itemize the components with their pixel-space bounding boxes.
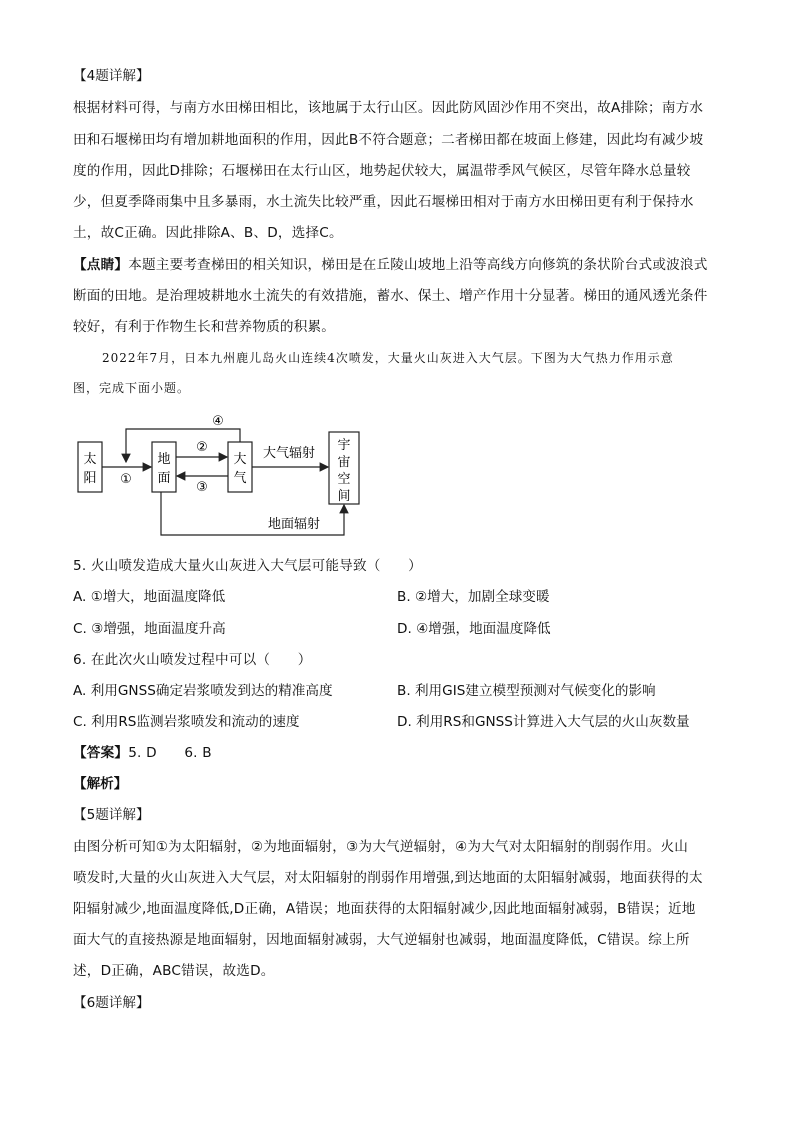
dianjing-line-2: 断面的田地。是治理坡耕地水土流失的有效措施，蓄水、保土、增产作用十分显著。梯田的通风透光条件 bbox=[73, 288, 708, 304]
q4-line-3: 度的作用，因此D排除；石堰梯田在太行山区，地势起伏较大，属温带季风气候区，尽管年降水总量较 bbox=[73, 163, 691, 179]
label-4: ④ bbox=[212, 414, 224, 429]
q5detail-line-5: 述，D正确，ABC错误，故选D。 bbox=[73, 963, 275, 979]
atmosphere-heat-diagram bbox=[70, 405, 380, 545]
ground-label-1: 地 bbox=[157, 452, 171, 467]
analysis-label: 【解析】 bbox=[73, 776, 128, 792]
answer-line bbox=[73, 743, 212, 763]
q4-line-2: 田和石堰梯田均有增加耕地面积的作用，因此B不符合题意；二者梯田都在坡面上修建，因此均有减少坡 bbox=[73, 132, 704, 148]
space-label-3: 空 bbox=[337, 472, 351, 487]
label-1: ① bbox=[120, 472, 132, 487]
label-3: ③ bbox=[196, 480, 208, 495]
answer-label: 【答案】 bbox=[73, 745, 129, 761]
dianjing-line-1 bbox=[73, 255, 708, 275]
atm-rad-label: 大气辐射 bbox=[262, 446, 316, 461]
q5detail-line-1: 由图分析可知①为太阳辐射，②为地面辐射，③为大气逆辐射，④为大气对太阳辐射的削弱作用。火山 bbox=[73, 839, 689, 855]
answer-text: 5. D 6. B bbox=[128, 745, 212, 761]
q5detail-line-3: 阳辐射减少,地面温度降低,D正确，A错误；地面获得的太阳辐射减少,因此地面辐射减弱，B错误；近地 bbox=[73, 901, 696, 917]
atmos-label-2: 气 bbox=[233, 471, 247, 486]
q6-option-c: C. 利用RS监测岩浆喷发和流动的速度 bbox=[73, 714, 300, 730]
q4-line-1: 根据材料可得，与南方水田梯田相比，该地属于太行山区。因此防风固沙作用不突出，故A排除；南方水 bbox=[73, 100, 704, 116]
label-2: ② bbox=[196, 440, 208, 455]
dianjing-line-3: 较好，有利于作物生长和营养物质的积累。 bbox=[73, 319, 336, 335]
q4-heading: 【4题详解】 bbox=[73, 68, 150, 84]
intro-line-2: 图，完成下面小题。 bbox=[73, 381, 191, 395]
ground-label-2: 面 bbox=[157, 471, 171, 486]
q4-line-4: 少，但夏季降雨集中且多暴雨，水土流失比较严重，因此石堰梯田相对于南方水田梯田更有利于保持水 bbox=[73, 194, 694, 210]
q5-option-c: C. ③增强，地面温度升高 bbox=[73, 621, 226, 637]
space-label-1: 宇 bbox=[337, 438, 351, 453]
q6-stem: 6. 在此次火山喷发过程中可以（ ） bbox=[73, 652, 312, 668]
q5-option-d: D. ④增强，地面温度降低 bbox=[397, 621, 551, 637]
space-label-4: 间 bbox=[337, 489, 351, 504]
q6-option-a: A. 利用GNSS确定岩浆喷发到达的精准高度 bbox=[73, 683, 333, 699]
space-label-2: 宙 bbox=[337, 455, 351, 470]
q6detail-heading: 【6题详解】 bbox=[73, 995, 150, 1011]
q4-line-5: 土，故C正确。因此排除A、B、D，选择C。 bbox=[73, 225, 343, 241]
atmos-label-1: 大 bbox=[233, 452, 247, 467]
sun-label-2: 阳 bbox=[83, 471, 97, 486]
q6-option-d: D. 利用RS和GNSS计算进入大气层的火山灰数量 bbox=[397, 714, 690, 730]
q5detail-line-2: 喷发时,大量的火山灰进入大气层，对太阳辐射的削弱作用增强,到达地面的太阳辐射减弱，地面获得的太 bbox=[73, 870, 703, 886]
q5detail-line-4: 面大气的直接热源是地面辐射，因地面辐射减弱，大气逆辐射也减弱，地面温度降低，C错误。综上所 bbox=[73, 932, 690, 948]
intro-line-1: 2022年7月，日本九州鹿儿岛火山连续4次喷发，大量火山灰进入大气层。下图为大气热力作用示意 bbox=[102, 351, 674, 365]
dianjing-text-1: 本题主要考查梯田的相关知识，梯田是在丘陵山坡地上沿等高线方向修筑的条状阶台式或波浪式 bbox=[128, 257, 708, 273]
dianjing-label: 【点睛】 bbox=[73, 257, 129, 273]
gnd-rad-label: 地面辐射 bbox=[267, 517, 321, 532]
q5-stem: 5. 火山喷发造成大量火山灰进入大气层可能导致（ ） bbox=[73, 558, 422, 574]
sun-label-1: 太 bbox=[83, 452, 97, 467]
q5detail-heading: 【5题详解】 bbox=[73, 807, 150, 823]
q5-option-a: A. ①增大，地面温度降低 bbox=[73, 589, 226, 605]
q5-option-b: B. ②增大，加剧全球变暖 bbox=[397, 589, 550, 605]
q6-option-b: B. 利用GIS建立模型预测对气候变化的影响 bbox=[397, 683, 656, 699]
